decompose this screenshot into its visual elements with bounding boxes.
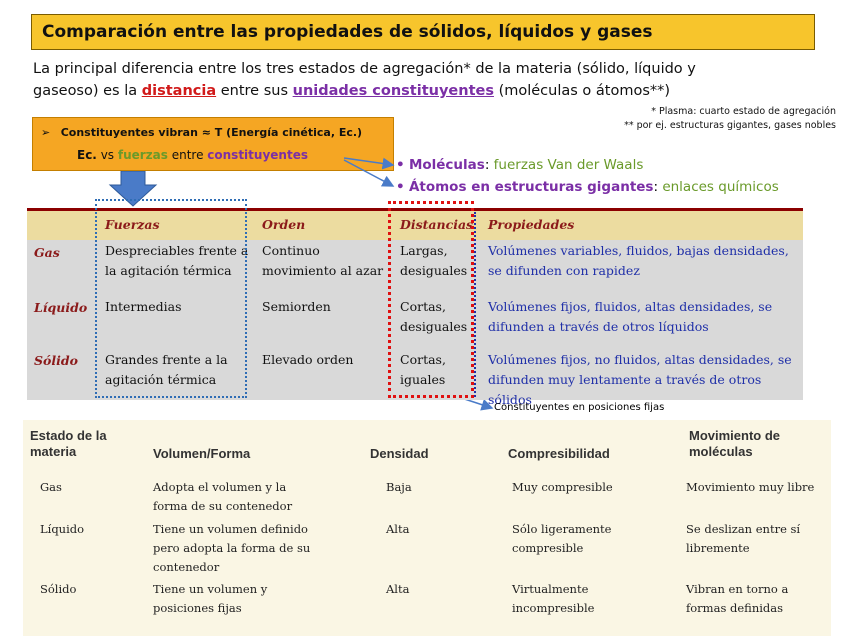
header-compresibilidad: Compresibilidad: [508, 446, 610, 461]
cell-compresibilidad: Muy compresible: [512, 480, 613, 494]
cell-fuerzas: Intermedias: [105, 299, 182, 314]
bullet-colon: :: [653, 179, 663, 195]
cell-compresibilidad: Sólo ligeramente compresible: [512, 522, 612, 555]
ec-label: Ec.: [77, 148, 97, 162]
bullet-value: enlaces químicos: [662, 179, 779, 195]
cell-volumen: Adopta el volumen y la forma de su contenedor: [153, 480, 293, 513]
cell-movimiento: Vibran en torno a formas definidas: [686, 582, 789, 615]
dotted-divider: [474, 212, 476, 397]
bullet-dot: •: [396, 157, 405, 173]
intro-text-c: (moléculas o átomos**): [493, 83, 671, 99]
cell-orden: Semiorden: [262, 299, 331, 314]
row-state-solido: Sólido: [34, 353, 78, 368]
cell-propiedades: Volúmenes variables, fluidos, bajas densidades, se difunden con rapidez: [488, 243, 789, 278]
cell-movimiento: Movimiento muy libre: [686, 480, 815, 494]
cell-volumen: Tiene un volumen y posiciones fijas: [153, 582, 268, 615]
header-volumen: Volumen/Forma: [153, 446, 251, 461]
intro-line-1: La principal diferencia entre los tres estados de agregación* de la materia (sólido, líquido y: [33, 61, 696, 77]
cell-densidad: Baja: [386, 480, 412, 494]
bullet-value: fuerzas Van der Waals: [493, 157, 644, 173]
header-propiedades: Propiedades: [488, 217, 575, 232]
header-estado: Estado de la materia: [30, 428, 107, 459]
header-fuerzas: Fuerzas: [105, 217, 160, 232]
cell-fuerzas: Despreciables frente a la agitación térmica: [105, 243, 249, 278]
cell-volumen: Tiene un volumen definido pero adopta la forma de su contenedor: [153, 522, 311, 574]
footnote-examples: ** por ej. estructuras gigantes, gases nobles: [624, 120, 836, 131]
cell-propiedades: Volúmenes fijos, fluidos, altas densidades, se difunden a través de otros líquidos: [488, 299, 773, 334]
intro-distancia: distancia: [141, 83, 217, 99]
header-movimiento: Movimiento de moléculas: [689, 428, 781, 459]
cell-estado: Sólido: [40, 582, 77, 596]
header-densidad: Densidad: [370, 446, 429, 461]
cell-orden: Elevado orden: [262, 352, 354, 367]
cell-movimiento: Se deslizan entre sí libremente: [686, 522, 801, 555]
fuerzas-label: fuerzas: [117, 148, 168, 162]
intro-unidades: unidades constituyentes: [292, 83, 494, 99]
entre-text: entre: [167, 148, 208, 162]
cell-estado: Líquido: [40, 522, 85, 536]
cell-compresibilidad: Virtualmente incompresible: [512, 582, 595, 615]
cell-densidad: Alta: [386, 582, 410, 596]
header-orden: Orden: [262, 217, 306, 232]
cell-distancias: Cortas, iguales: [400, 352, 446, 387]
vibration-text: Constituyentes vibran ≈ T (Energía cinética, Ec.): [60, 126, 363, 139]
bullet-label: Moléculas: [408, 157, 485, 173]
cell-estado: Gas: [40, 480, 62, 494]
cell-densidad: Alta: [386, 522, 410, 536]
row-state-gas: Gas: [34, 245, 60, 260]
footnote-plasma: * Plasma: cuarto estado de agregación: [651, 106, 836, 117]
header-distancias: Distancias: [400, 217, 474, 232]
constituyentes-label: constituyentes: [207, 148, 308, 162]
cell-propiedades: Volúmenes fijos, no fluidos, altas densidades, se difunden muy lentamente a través de otros sólidos: [488, 352, 792, 407]
intro-text-a: gaseoso) es la: [33, 83, 142, 99]
page-title: Comparación entre las propiedades de sólidos, líquidos y gases: [42, 22, 653, 42]
vs-text: vs: [96, 148, 118, 162]
distancias-highlight: [388, 201, 474, 398]
cell-orden: Continuo movimiento al azar: [262, 243, 384, 278]
cell-distancias: Cortas, desiguales: [400, 299, 468, 334]
bullet-arrow-icon: ➢: [41, 126, 51, 139]
intro-text-b: entre sus: [216, 83, 293, 99]
fixed-positions-note: Constituyentes en posiciones fijas: [494, 402, 665, 413]
bullet-dot: •: [396, 179, 405, 195]
bullet-label: Átomos en estructuras gigantes: [408, 179, 654, 195]
row-state-liquido: Líquido: [34, 300, 88, 315]
cell-fuerzas: Grandes frente a la agitación térmica: [105, 352, 228, 387]
bullet-colon: :: [484, 157, 494, 173]
cell-distancias: Largas, desiguales: [400, 243, 468, 278]
fuerzas-highlight: [95, 199, 247, 398]
